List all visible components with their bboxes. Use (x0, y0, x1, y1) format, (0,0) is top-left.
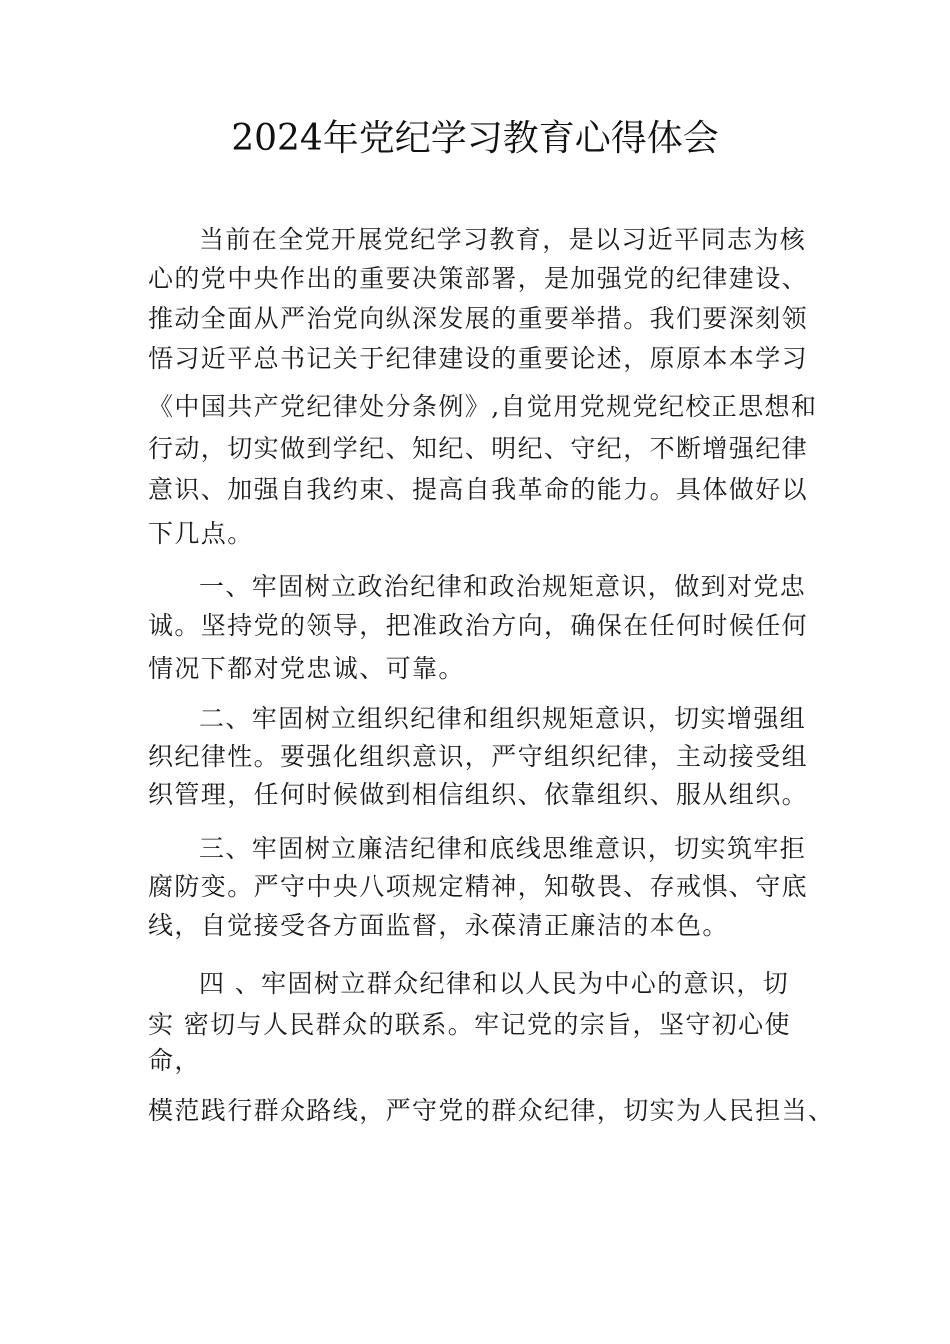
paragraph-1-line-7: 意识、加强自我约束、提高自我革命的能力。具体做好以 (148, 475, 809, 504)
paragraph-5-line-4: 模范践行群众路线，严守党的群众纪律，切实为人民担当、 (148, 1096, 835, 1125)
paragraph-2-line-1: 一、牢固树立政治纪律和政治规矩意识，做到对党忠 (199, 572, 807, 601)
paragraph-1-line-5: 《中国共产党纪律处分条例》,自觉用党规党纪校正思想和 (148, 392, 818, 421)
paragraph-3-line-1: 二、牢固树立组织纪律和组织规矩意识，切实增强组 (199, 704, 807, 733)
paragraph-5-line-2: 实 密切与人民群众的联系。牢记党的宗旨，坚守初心使 (148, 1010, 791, 1039)
paragraph-4-line-2: 腐防变。严守中央八项规定精神，知敬畏、存戒惧、守底 (148, 872, 809, 901)
paragraph-3-line-3: 织管理，任何时候做到相信组织、依靠组织、服从组织。 (148, 780, 809, 809)
paragraph-1-line-8: 下几点。 (148, 519, 254, 548)
paragraph-1-line-2: 心的党中央作出的重要决策部署，是加强党的纪律建设、 (148, 264, 809, 293)
paragraph-5-line-1: 四 、牢固树立群众纪律和以人民为中心的意识，切 (199, 969, 790, 998)
paragraph-4-line-3: 线，自觉接受各方面监督，永葆清正廉洁的本色。 (148, 911, 729, 940)
paragraph-1-line-3: 推动全面从严治党向纵深发展的重要举措。我们要深刻领 (148, 304, 809, 333)
paragraph-1-line-6: 行动，切实做到学纪、知纪、明纪、守纪，不断增强纪律 (148, 434, 809, 463)
paragraph-2-line-3: 情况下都对党忠诚、可靠。 (148, 654, 465, 683)
paragraph-2-line-2: 诚。坚持党的领导，把准政治方向，确保在任何时候任何 (148, 611, 809, 640)
paragraph-3-line-2: 织纪律性。要强化组织意识，严守组织纪律，主动接受组 (148, 742, 809, 771)
paragraph-1-line-4: 悟习近平总书记关于纪律建设的重要论述，原原本本学习 (148, 344, 809, 373)
paragraph-4-line-1: 三、牢固树立廉洁纪律和底线思维意识，切实筑牢拒 (199, 834, 807, 863)
document-title: 2024年党纪学习教育心得体会 (231, 118, 719, 159)
paragraph-1-line-1: 当前在全党开展党纪学习教育，是以习近平同志为核 (199, 225, 807, 254)
paragraph-5-line-3: 命， (148, 1046, 201, 1075)
